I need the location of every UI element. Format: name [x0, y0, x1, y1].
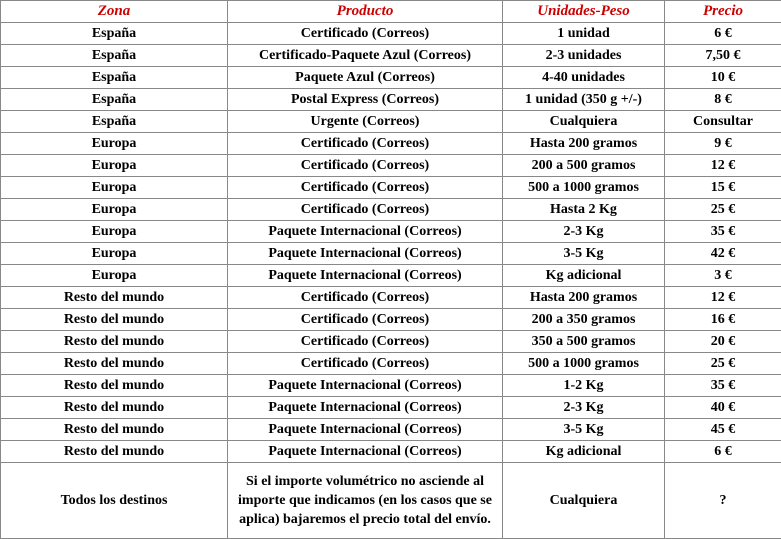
cell-unidades-peso: Hasta 200 gramos [503, 287, 665, 309]
table-row [1, 419, 781, 441]
table-row [1, 111, 781, 133]
cell-precio: 7,50 € [665, 45, 781, 67]
cell-zona: Europa [1, 265, 228, 287]
cell-producto: Certificado (Correos) [228, 309, 503, 331]
table-row [1, 243, 781, 265]
table-row [1, 177, 781, 199]
cell-producto: Postal Express (Correos) [228, 89, 503, 111]
cell-producto: Certificado (Correos) [228, 199, 503, 221]
cell-precio: 16 € [665, 309, 781, 331]
cell-unidades-peso: 2-3 Kg [503, 221, 665, 243]
cell-zona: Resto del mundo [1, 331, 228, 353]
cell-producto: Certificado (Correos) [228, 155, 503, 177]
table-row [1, 133, 781, 155]
cell-producto: Paquete Internacional (Correos) [228, 419, 503, 441]
table-row [1, 67, 781, 89]
cell-precio: 3 € [665, 265, 781, 287]
cell-zona: España [1, 67, 228, 89]
cell-precio: 45 € [665, 419, 781, 441]
cell-producto: Paquete Internacional (Correos) [228, 265, 503, 287]
cell-zona: Resto del mundo [1, 353, 228, 375]
cell-zona: Resto del mundo [1, 375, 228, 397]
header-row [1, 1, 781, 23]
cell-producto: Paquete Internacional (Correos) [228, 375, 503, 397]
cell-precio: 25 € [665, 199, 781, 221]
cell-precio: 12 € [665, 155, 781, 177]
cell-unidades-peso: 4-40 unidades [503, 67, 665, 89]
cell-unidades-peso: Cualquiera [503, 111, 665, 133]
cell-unidades-peso: Cualquiera [503, 463, 665, 539]
cell-producto: Certificado (Correos) [228, 23, 503, 45]
cell-unidades-peso: 200 a 350 gramos [503, 309, 665, 331]
table-row [1, 287, 781, 309]
cell-zona: Resto del mundo [1, 309, 228, 331]
cell-precio: 40 € [665, 397, 781, 419]
cell-unidades-peso: 3-5 Kg [503, 419, 665, 441]
cell-producto: Si el importe volumétrico no asciende al importe que indicamos (en los casos que se aplica) bajaremos el precio total del envío. [228, 463, 503, 539]
table-body [1, 23, 781, 539]
cell-precio: 6 € [665, 23, 781, 45]
cell-precio: 35 € [665, 221, 781, 243]
cell-unidades-peso: 200 a 500 gramos [503, 155, 665, 177]
cell-producto: Urgente (Correos) [228, 111, 503, 133]
cell-producto: Certificado-Paquete Azul (Correos) [228, 45, 503, 67]
cell-precio: ? [665, 463, 781, 539]
cell-zona: Resto del mundo [1, 397, 228, 419]
table-row [1, 441, 781, 463]
cell-zona: España [1, 23, 228, 45]
table-row [1, 265, 781, 287]
table-row [1, 331, 781, 353]
cell-unidades-peso: 1 unidad [503, 23, 665, 45]
cell-producto: Certificado (Correos) [228, 287, 503, 309]
table-row [1, 309, 781, 331]
table-row [1, 89, 781, 111]
cell-unidades-peso: Kg adicional [503, 441, 665, 463]
cell-unidades-peso: Hasta 200 gramos [503, 133, 665, 155]
header-unidades-peso: Unidades-Peso [503, 1, 665, 23]
cell-zona: Resto del mundo [1, 287, 228, 309]
cell-precio: 6 € [665, 441, 781, 463]
cell-precio: 12 € [665, 287, 781, 309]
table-row [1, 353, 781, 375]
cell-unidades-peso: 3-5 Kg [503, 243, 665, 265]
cell-precio: 42 € [665, 243, 781, 265]
header-producto: Producto [228, 1, 503, 23]
cell-zona: España [1, 111, 228, 133]
table-row [1, 375, 781, 397]
cell-precio: 20 € [665, 331, 781, 353]
table-row [1, 221, 781, 243]
cell-unidades-peso: 1 unidad (350 g +/-) [503, 89, 665, 111]
cell-precio: 25 € [665, 353, 781, 375]
cell-zona: Todos los destinos [1, 463, 228, 539]
cell-unidades-peso: Kg adicional [503, 265, 665, 287]
cell-precio: 10 € [665, 67, 781, 89]
header-zona: Zona [1, 1, 228, 23]
cell-producto: Certificado (Correos) [228, 133, 503, 155]
cell-producto: Certificado (Correos) [228, 331, 503, 353]
cell-producto: Certificado (Correos) [228, 353, 503, 375]
cell-zona: Europa [1, 199, 228, 221]
cell-unidades-peso: 500 a 1000 gramos [503, 353, 665, 375]
cell-precio: 8 € [665, 89, 781, 111]
cell-producto: Paquete Azul (Correos) [228, 67, 503, 89]
cell-unidades-peso: 2-3 Kg [503, 397, 665, 419]
table-row [1, 23, 781, 45]
cell-producto: Paquete Internacional (Correos) [228, 243, 503, 265]
table-header [1, 1, 781, 23]
cell-unidades-peso: Hasta 2 Kg [503, 199, 665, 221]
cell-unidades-peso: 350 a 500 gramos [503, 331, 665, 353]
cell-zona: España [1, 45, 228, 67]
cell-zona: Resto del mundo [1, 419, 228, 441]
cell-zona: Europa [1, 221, 228, 243]
table-row [1, 155, 781, 177]
cell-zona: Europa [1, 177, 228, 199]
cell-precio: Consultar [665, 111, 781, 133]
cell-producto: Paquete Internacional (Correos) [228, 397, 503, 419]
table-row-all-destinations [1, 463, 781, 539]
cell-unidades-peso: 1-2 Kg [503, 375, 665, 397]
table-row [1, 397, 781, 419]
cell-zona: Resto del mundo [1, 441, 228, 463]
table-row [1, 45, 781, 67]
cell-precio: 15 € [665, 177, 781, 199]
cell-zona: Europa [1, 243, 228, 265]
cell-zona: España [1, 89, 228, 111]
cell-zona: Europa [1, 155, 228, 177]
cell-unidades-peso: 2-3 unidades [503, 45, 665, 67]
header-precio: Precio [665, 1, 781, 23]
cell-producto: Paquete Internacional (Correos) [228, 441, 503, 463]
cell-precio: 9 € [665, 133, 781, 155]
table-row [1, 199, 781, 221]
cell-precio: 35 € [665, 375, 781, 397]
cell-zona: Europa [1, 133, 228, 155]
cell-producto: Paquete Internacional (Correos) [228, 221, 503, 243]
cell-producto: Certificado (Correos) [228, 177, 503, 199]
cell-unidades-peso: 500 a 1000 gramos [503, 177, 665, 199]
